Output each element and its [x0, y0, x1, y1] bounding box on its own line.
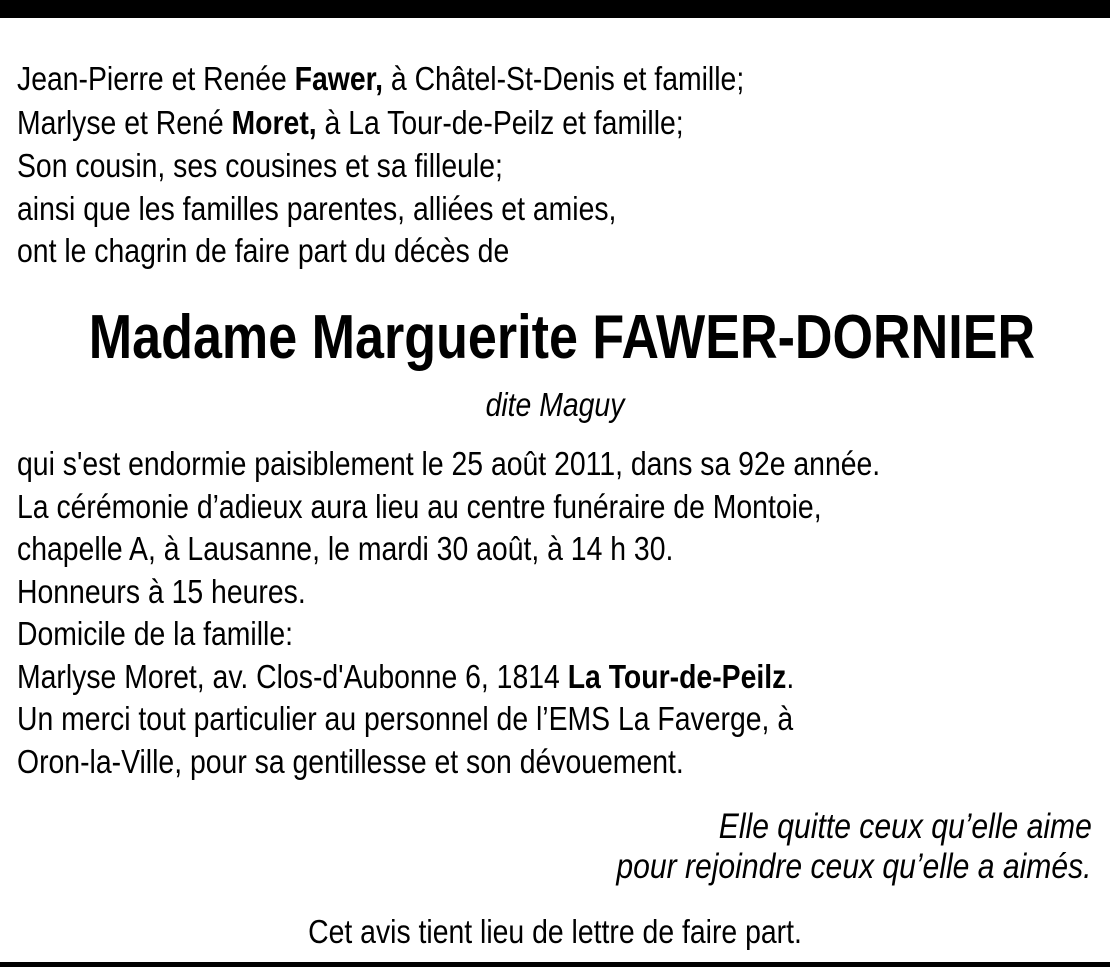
intro-line-1-pre: Jean-Pierre et Renée: [17, 60, 295, 97]
details-line-6: [17, 657, 794, 697]
intro-line-3: Son cousin, ses cousines et sa filleule;: [17, 147, 503, 184]
intro-line-2-post: à La Tour-de-Peilz et famille;: [316, 104, 684, 141]
quote-line-1: Elle quitte ceux qu’elle aime: [718, 807, 1092, 846]
intro-line-2: [17, 103, 684, 143]
deceased-name: Madame Marguerite FAWER-DORNIER: [88, 303, 1036, 372]
family-name-moret: Moret,: [231, 104, 317, 141]
intro-line-4: ainsi que les familles parentes, alliées et amies,: [17, 190, 617, 227]
address-text: Marlyse Moret, av. Clos-d'Aubonne 6, 1814: [17, 658, 568, 695]
intro-line-1-post: à Châtel-St-Denis et famille;: [383, 60, 745, 97]
details-line-5: Domicile de la famille:: [17, 615, 294, 652]
intro-line-1: [17, 59, 744, 99]
family-name-fawer: Fawer,: [294, 60, 384, 97]
deceased-nickname: dite Maguy: [485, 386, 625, 423]
details-line-7: Un merci tout particulier au personnel de l’EMS La Faverge, à: [17, 700, 794, 737]
bottom-rule: [0, 962, 1110, 967]
address-end: .: [786, 658, 795, 695]
details-line-2: La cérémonie d’adieux aura lieu au centre funéraire de Montoie,: [17, 488, 822, 525]
details-line-1: qui s'est endormie paisiblement le 25 août 2011, dans sa 92e année.: [17, 445, 881, 482]
details-line-4: Honneurs à 15 heures.: [17, 573, 306, 610]
intro-line-5: ont le chagrin de faire part du décès de: [17, 232, 510, 269]
details-line-3: chapelle A, à Lausanne, le mardi 30 août, à 14 h 30.: [17, 530, 674, 567]
intro-line-2-pre: Marlyse et René: [17, 104, 232, 141]
address-place: La Tour-de-Peilz: [567, 658, 787, 695]
quote-line-2: pour rejoindre ceux qu’elle a aimés.: [616, 847, 1092, 886]
footer-note: Cet avis tient lieu de lettre de faire part.: [308, 913, 802, 950]
details-line-8: Oron-la-Ville, pour sa gentillesse et son dévouement.: [17, 743, 684, 780]
top-rule: [0, 0, 1110, 18]
